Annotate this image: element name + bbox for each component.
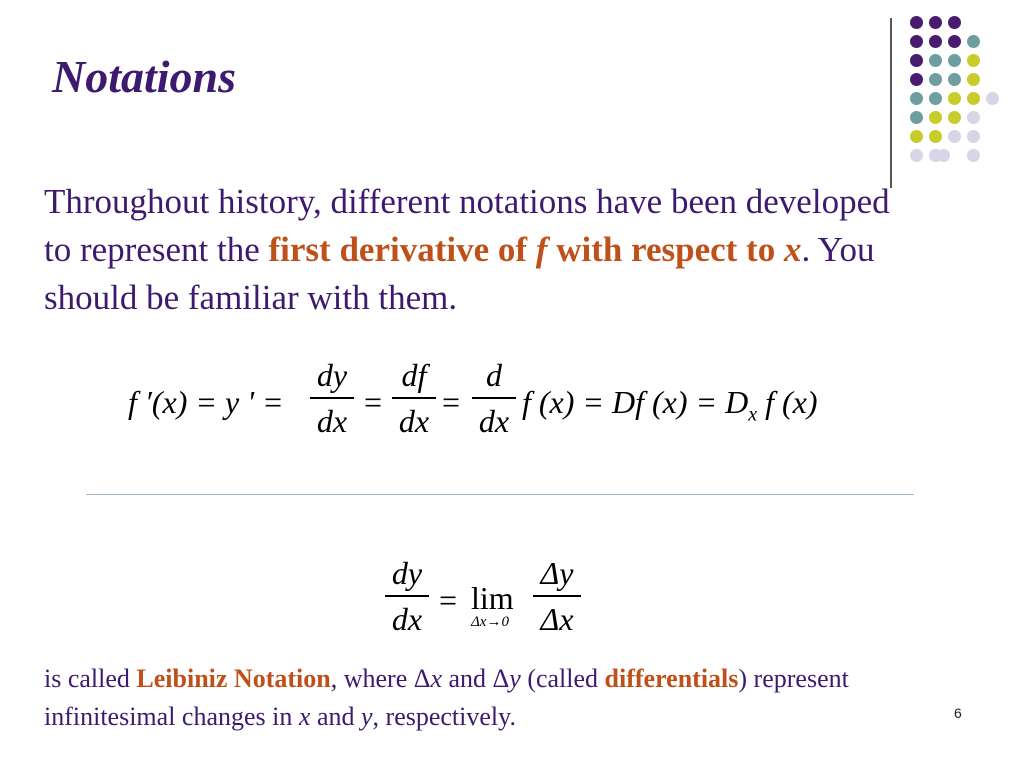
foot-text-2: , where Δ <box>330 664 431 693</box>
eq2-lim-subscript: Δx→0 <box>471 614 509 630</box>
foot-var-y2: y <box>360 702 373 731</box>
eq1-fraction-dy-dx <box>310 358 354 438</box>
decorative-dot <box>948 130 961 143</box>
eq1-frac3-bar <box>472 397 516 399</box>
decorative-dot <box>910 111 923 124</box>
slide-title: Notations <box>52 51 237 102</box>
decorative-dot <box>967 35 980 48</box>
horizontal-divider <box>86 494 914 495</box>
eq2-frac1-numerator: dy <box>391 555 423 591</box>
eq1-rhs <box>522 384 818 426</box>
eq2-equals: = <box>439 582 458 618</box>
highlight-text <box>269 230 802 269</box>
decorative-dot <box>967 92 980 105</box>
decorative-dot <box>929 92 942 105</box>
eq1-frac2-bar <box>392 397 436 399</box>
decorative-dot <box>948 54 961 67</box>
eq1-rhs-part-2: f (x) <box>757 384 818 420</box>
foot-text-7: , respectively. <box>372 702 516 731</box>
eq2-frac2-bar <box>533 595 581 597</box>
eq1-rhs-part-1: f (x) = Df (x) = D <box>522 384 749 420</box>
decorative-dot <box>929 16 942 29</box>
foot-text-6: and <box>310 702 361 731</box>
decorative-dot <box>910 16 923 29</box>
highlight-x: x <box>783 230 802 269</box>
eq2-frac1-bar <box>385 595 429 597</box>
page-number: 6 <box>954 705 962 721</box>
vertical-divider <box>890 18 892 188</box>
decorative-dot <box>937 149 950 162</box>
decorative-dot <box>910 92 923 105</box>
decorative-dot <box>929 130 942 143</box>
eq2-frac2-denominator: Δx <box>540 601 574 637</box>
decorative-dot <box>948 111 961 124</box>
intro-text-2: . You should be familiar with them. <box>44 230 875 317</box>
eq2-frac1-denominator: dx <box>391 601 423 637</box>
eq1-equals-a: = <box>364 384 383 420</box>
leibniz-explanation <box>44 660 984 736</box>
foot-text-1: is called <box>44 664 137 693</box>
eq1-frac1-bar <box>310 397 354 399</box>
eq2-lim: lim <box>471 580 514 616</box>
decorative-dot <box>910 35 923 48</box>
eq1-fraction-d-dx <box>472 358 516 438</box>
highlight-part-2: with respect to <box>547 230 784 269</box>
decorative-dot <box>967 54 980 67</box>
foot-var-x1: x <box>430 664 442 693</box>
eq1-equals-b: = <box>442 384 461 420</box>
eq2-frac2-numerator: Δy <box>540 555 574 591</box>
eq1-frac2-numerator: df <box>401 357 427 393</box>
foot-text-3: and Δ <box>442 664 510 693</box>
decorative-dot <box>910 149 923 162</box>
eq1-fraction-df-dx <box>392 358 436 438</box>
foot-text-5: ) represent infinitesimal changes in <box>44 664 849 731</box>
decorative-dot <box>910 54 923 67</box>
eq2-fraction-dy-dx <box>385 556 429 636</box>
decorative-dot <box>929 54 942 67</box>
eq1-frac3-numerator: d <box>486 357 502 393</box>
decorative-dot <box>910 130 923 143</box>
decorative-dot <box>948 73 961 86</box>
decorative-dot <box>929 111 942 124</box>
eq1-frac3-denominator: dx <box>478 403 510 439</box>
decorative-dot <box>967 73 980 86</box>
eq1-frac1-numerator: dy <box>316 357 348 393</box>
decorative-dot <box>967 149 980 162</box>
eq1-frac2-denominator: dx <box>398 403 430 439</box>
eq2-fraction-delta <box>533 556 581 636</box>
decorative-dot <box>929 73 942 86</box>
intro-paragraph <box>44 178 904 322</box>
term-differentials: differentials <box>604 664 739 693</box>
derivative-notations-equation <box>120 358 900 448</box>
eq1-lhs: f ′(x) = y ' = <box>128 384 284 420</box>
decorative-dot <box>948 35 961 48</box>
decorative-dot <box>910 73 923 86</box>
highlight-f: f <box>535 230 548 269</box>
decorative-dot <box>967 111 980 124</box>
foot-var-y1: y <box>509 664 521 693</box>
leibniz-limit-equation <box>385 556 605 646</box>
intro-text-1: Throughout history, different notations have been developed to represent the <box>44 182 890 269</box>
term-leibniz-notation: Leibiniz Notation <box>136 664 331 693</box>
decorative-dot <box>986 92 999 105</box>
decorative-dot <box>929 35 942 48</box>
decorative-dot <box>948 92 961 105</box>
decorative-dot <box>948 16 961 29</box>
highlight-part-1: first derivative of <box>268 230 536 269</box>
foot-text-4: (called <box>520 664 605 693</box>
eq1-rhs-subscript: x <box>748 403 758 426</box>
eq1-frac1-denominator: dx <box>316 403 348 439</box>
foot-var-x2: x <box>298 702 311 731</box>
decorative-dot <box>967 130 980 143</box>
